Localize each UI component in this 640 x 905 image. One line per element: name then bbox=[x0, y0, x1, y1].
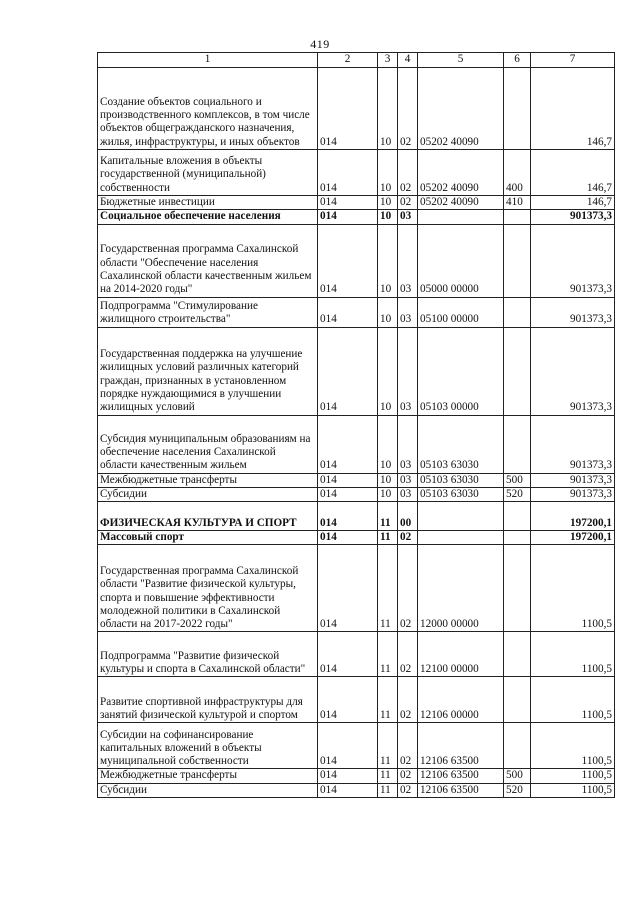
row-name-cell: Субсидии bbox=[98, 487, 318, 501]
row-subsection-cell: 03 bbox=[398, 210, 418, 224]
table-row bbox=[98, 531, 615, 545]
row-expense-type-cell bbox=[504, 68, 531, 150]
row-subsection-cell: 02 bbox=[398, 68, 418, 150]
row-target-cell: 12000 00000 bbox=[418, 545, 504, 632]
row-sum-cell: 1100,5 bbox=[531, 723, 615, 769]
row-name-cell: Субсидии на софинансирование капитальных вложений в объекты муниципальной собственности bbox=[98, 723, 318, 769]
header-col-5: 5 bbox=[418, 53, 504, 68]
row-expense-type-cell: 410 bbox=[504, 196, 531, 210]
row-expense-type-cell bbox=[504, 677, 531, 723]
row-sum-cell: 1100,5 bbox=[531, 632, 615, 677]
row-ved-cell: 014 bbox=[318, 196, 378, 210]
row-name-cell: Массовый спорт bbox=[98, 531, 318, 545]
row-expense-type-cell: 520 bbox=[504, 487, 531, 501]
row-target-cell: 05103 63030 bbox=[418, 415, 504, 473]
header-col-2: 2 bbox=[318, 53, 378, 68]
row-expense-type-cell bbox=[504, 327, 531, 415]
row-ved-cell: 014 bbox=[318, 502, 378, 531]
row-target-cell: 05103 63030 bbox=[418, 487, 504, 501]
row-sum-cell: 197200,1 bbox=[531, 531, 615, 545]
table-row bbox=[98, 632, 615, 677]
row-name-cell: Государственная программа Сахалинской области "Развитие физической культуры, спорта и повышение эффективности молодежной политики в Сахалинской области на 2017-2022 годы" bbox=[98, 545, 318, 632]
row-name-cell: ФИЗИЧЕСКАЯ КУЛЬТУРА И СПОРТ bbox=[98, 502, 318, 531]
row-expense-type-cell bbox=[504, 210, 531, 224]
row-subsection-cell: 03 bbox=[398, 224, 418, 297]
row-section-cell: 11 bbox=[378, 769, 398, 783]
row-name-cell: Подпрограмма "Развитие физической культуры и спорта в Сахалинской области" bbox=[98, 632, 318, 677]
row-ved-cell: 014 bbox=[318, 327, 378, 415]
row-subsection-cell: 02 bbox=[398, 632, 418, 677]
header-col-1: 1 bbox=[98, 53, 318, 68]
row-sum-cell: 1100,5 bbox=[531, 769, 615, 783]
row-subsection-cell: 03 bbox=[398, 415, 418, 473]
row-sum-cell: 901373,3 bbox=[531, 327, 615, 415]
row-target-cell: 12106 63500 bbox=[418, 769, 504, 783]
row-ved-cell: 014 bbox=[318, 487, 378, 501]
row-ved-cell: 014 bbox=[318, 224, 378, 297]
row-target-cell: 05103 00000 bbox=[418, 327, 504, 415]
row-subsection-cell: 02 bbox=[398, 783, 418, 797]
row-subsection-cell: 03 bbox=[398, 297, 418, 327]
row-ved-cell: 014 bbox=[318, 297, 378, 327]
budget-table-body bbox=[98, 53, 615, 798]
row-target-cell: 12100 00000 bbox=[418, 632, 504, 677]
header-col-4: 4 bbox=[398, 53, 418, 68]
table-row bbox=[98, 783, 615, 797]
row-sum-cell: 901373,3 bbox=[531, 415, 615, 473]
table-row bbox=[98, 545, 615, 632]
table-row bbox=[98, 487, 615, 501]
budget-table bbox=[97, 52, 615, 798]
row-name-cell: Капитальные вложения в объекты государственной (муниципальной) собственности bbox=[98, 150, 318, 196]
table-row bbox=[98, 210, 615, 224]
table-row bbox=[98, 224, 615, 297]
row-expense-type-cell bbox=[504, 545, 531, 632]
table-row bbox=[98, 196, 615, 210]
row-subsection-cell: 02 bbox=[398, 545, 418, 632]
row-expense-type-cell: 500 bbox=[504, 473, 531, 487]
row-sum-cell: 146,7 bbox=[531, 150, 615, 196]
row-section-cell: 10 bbox=[378, 297, 398, 327]
row-expense-type-cell: 520 bbox=[504, 783, 531, 797]
row-section-cell: 10 bbox=[378, 150, 398, 196]
table-row bbox=[98, 150, 615, 196]
table-row bbox=[98, 327, 615, 415]
row-target-cell: 05103 63030 bbox=[418, 473, 504, 487]
row-target-cell bbox=[418, 531, 504, 545]
row-section-cell: 11 bbox=[378, 632, 398, 677]
row-expense-type-cell bbox=[504, 723, 531, 769]
row-name-cell: Государственная поддержка на улучшение жилищных условий различных категорий граждан, признанных в установленном порядке нуждающимися в улучшении жилищных условий bbox=[98, 327, 318, 415]
row-section-cell: 11 bbox=[378, 502, 398, 531]
row-sum-cell: 901373,3 bbox=[531, 487, 615, 501]
row-sum-cell: 901373,3 bbox=[531, 297, 615, 327]
row-sum-cell: 1100,5 bbox=[531, 783, 615, 797]
row-target-cell bbox=[418, 502, 504, 531]
row-ved-cell: 014 bbox=[318, 723, 378, 769]
row-expense-type-cell bbox=[504, 531, 531, 545]
table-row bbox=[98, 723, 615, 769]
row-subsection-cell: 03 bbox=[398, 487, 418, 501]
table-row bbox=[98, 769, 615, 783]
row-section-cell: 11 bbox=[378, 531, 398, 545]
row-expense-type-cell bbox=[504, 224, 531, 297]
row-ved-cell: 014 bbox=[318, 68, 378, 150]
row-subsection-cell: 03 bbox=[398, 473, 418, 487]
row-target-cell: 12106 63500 bbox=[418, 723, 504, 769]
row-section-cell: 11 bbox=[378, 677, 398, 723]
row-ved-cell: 014 bbox=[318, 677, 378, 723]
row-subsection-cell: 00 bbox=[398, 502, 418, 531]
row-ved-cell: 014 bbox=[318, 545, 378, 632]
row-section-cell: 10 bbox=[378, 327, 398, 415]
table-row bbox=[98, 473, 615, 487]
row-subsection-cell: 02 bbox=[398, 196, 418, 210]
row-ved-cell: 014 bbox=[318, 531, 378, 545]
row-name-cell: Подпрограмма "Стимулирование жилищного строительства" bbox=[98, 297, 318, 327]
row-ved-cell: 014 bbox=[318, 415, 378, 473]
row-target-cell: 12106 63500 bbox=[418, 783, 504, 797]
table-row bbox=[98, 68, 615, 150]
row-ved-cell: 014 bbox=[318, 473, 378, 487]
row-sum-cell: 146,7 bbox=[531, 196, 615, 210]
row-sum-cell: 901373,3 bbox=[531, 224, 615, 297]
row-section-cell: 10 bbox=[378, 210, 398, 224]
row-section-cell: 10 bbox=[378, 487, 398, 501]
row-sum-cell: 901373,3 bbox=[531, 210, 615, 224]
row-ved-cell: 014 bbox=[318, 783, 378, 797]
row-subsection-cell: 02 bbox=[398, 769, 418, 783]
table-row bbox=[98, 677, 615, 723]
row-name-cell: Государственная программа Сахалинской области "Обеспечение населения Сахалинской области качественным жильем на 2014-2020 годы" bbox=[98, 224, 318, 297]
row-section-cell: 11 bbox=[378, 723, 398, 769]
row-target-cell: 05100 00000 bbox=[418, 297, 504, 327]
row-section-cell: 10 bbox=[378, 415, 398, 473]
row-subsection-cell: 02 bbox=[398, 150, 418, 196]
row-sum-cell: 901373,3 bbox=[531, 473, 615, 487]
table-header-row bbox=[98, 53, 615, 68]
row-expense-type-cell bbox=[504, 415, 531, 473]
row-expense-type-cell bbox=[504, 632, 531, 677]
row-name-cell: Создание объектов социального и производственного комплексов, в том числе объектов общегражданского назначения, жилья, инфраструктуры, и иных объектов bbox=[98, 68, 318, 150]
row-section-cell: 11 bbox=[378, 545, 398, 632]
header-col-6: 6 bbox=[504, 53, 531, 68]
header-col-3: 3 bbox=[378, 53, 398, 68]
header-col-7: 7 bbox=[531, 53, 615, 68]
row-section-cell: 10 bbox=[378, 473, 398, 487]
row-ved-cell: 014 bbox=[318, 632, 378, 677]
row-subsection-cell: 02 bbox=[398, 531, 418, 545]
row-name-cell: Субсидия муниципальным образованиям на обеспечение населения Сахалинской области качественным жильем bbox=[98, 415, 318, 473]
row-ved-cell: 014 bbox=[318, 210, 378, 224]
row-target-cell: 12106 00000 bbox=[418, 677, 504, 723]
row-section-cell: 10 bbox=[378, 68, 398, 150]
row-expense-type-cell: 400 bbox=[504, 150, 531, 196]
row-name-cell: Бюджетные инвестиции bbox=[98, 196, 318, 210]
row-subsection-cell: 02 bbox=[398, 723, 418, 769]
row-subsection-cell: 02 bbox=[398, 677, 418, 723]
table-row bbox=[98, 502, 615, 531]
table-row bbox=[98, 415, 615, 473]
row-section-cell: 11 bbox=[378, 783, 398, 797]
row-name-cell: Субсидии bbox=[98, 783, 318, 797]
row-target-cell: 05202 40090 bbox=[418, 196, 504, 210]
row-section-cell: 10 bbox=[378, 196, 398, 210]
row-sum-cell: 146,7 bbox=[531, 68, 615, 150]
row-name-cell: Развитие спортивной инфраструктуры для занятий физической культурой и спортом bbox=[98, 677, 318, 723]
row-name-cell: Межбюджетные трансферты bbox=[98, 769, 318, 783]
row-target-cell: 05202 40090 bbox=[418, 68, 504, 150]
row-expense-type-cell bbox=[504, 297, 531, 327]
row-sum-cell: 1100,5 bbox=[531, 677, 615, 723]
row-subsection-cell: 03 bbox=[398, 327, 418, 415]
row-name-cell: Межбюджетные трансферты bbox=[98, 473, 318, 487]
row-target-cell: 05000 00000 bbox=[418, 224, 504, 297]
row-section-cell: 10 bbox=[378, 224, 398, 297]
page-number: 419 bbox=[310, 37, 330, 51]
row-target-cell bbox=[418, 210, 504, 224]
row-target-cell: 05202 40090 bbox=[418, 150, 504, 196]
row-sum-cell: 1100,5 bbox=[531, 545, 615, 632]
row-ved-cell: 014 bbox=[318, 150, 378, 196]
row-sum-cell: 197200,1 bbox=[531, 502, 615, 531]
row-expense-type-cell: 500 bbox=[504, 769, 531, 783]
row-expense-type-cell bbox=[504, 502, 531, 531]
row-name-cell: Социальное обеспечение населения bbox=[98, 210, 318, 224]
table-row bbox=[98, 297, 615, 327]
row-ved-cell: 014 bbox=[318, 769, 378, 783]
